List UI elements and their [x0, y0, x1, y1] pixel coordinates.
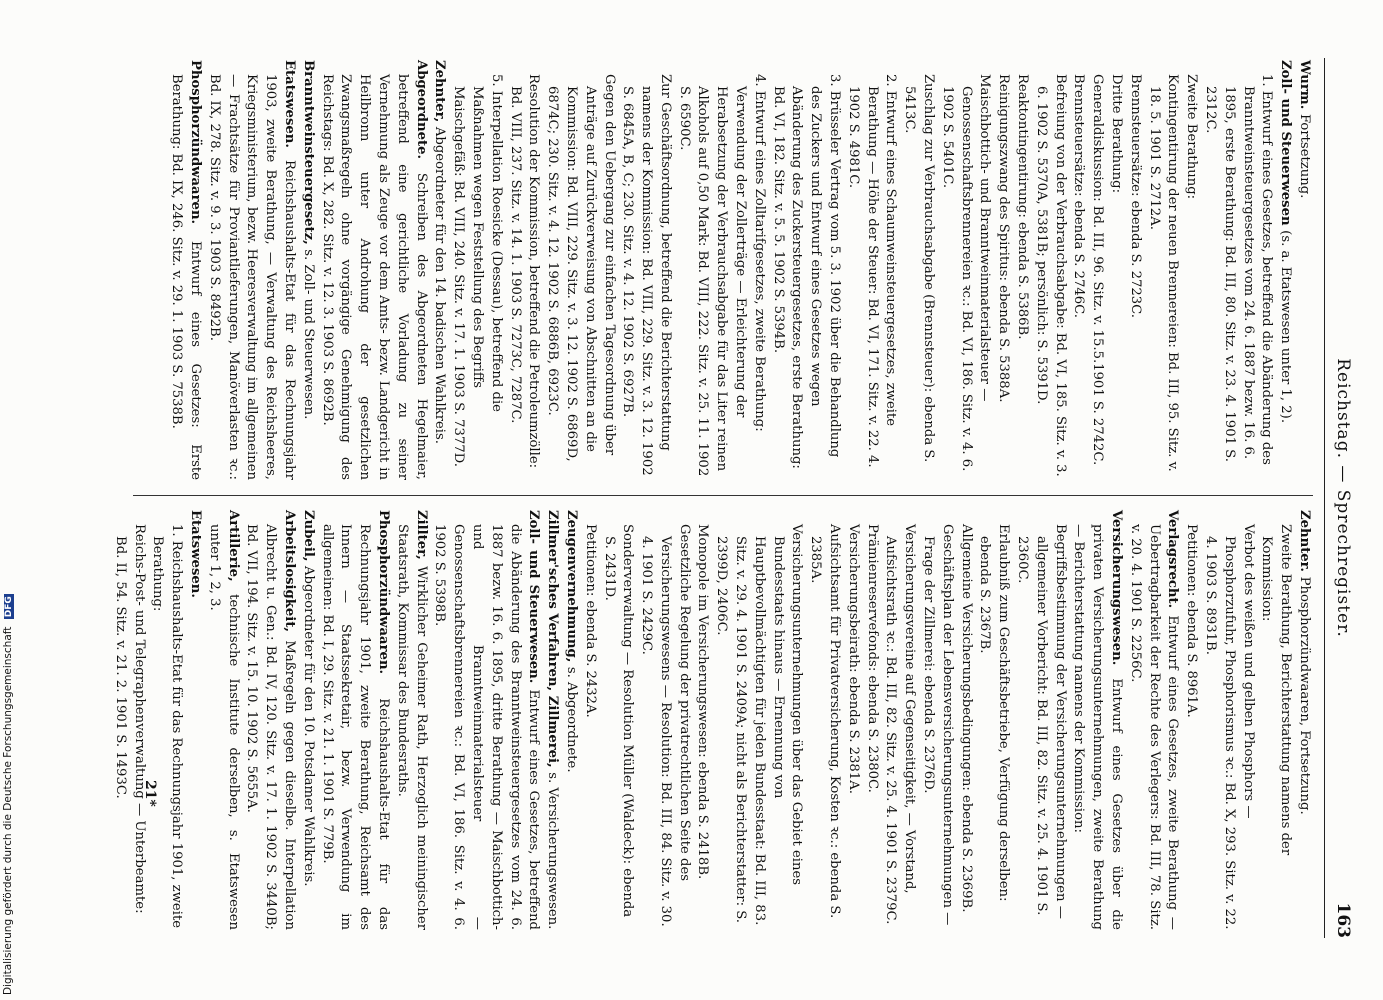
- entry-text: (s. a. Etatswesen unter 1, 2).: [1278, 230, 1294, 424]
- entry-text: Abgeordneter für den 14. badischen Wahlkreis.: [432, 126, 448, 444]
- index-entry: [148, 510, 186, 930]
- index-entry: [1012, 510, 1068, 930]
- entry-text: Petitionen: ebenda S. 8961A.: [1184, 524, 1200, 718]
- entry-heading: Phosphorzündwaaren.: [187, 60, 203, 242]
- entry-text: Phosphorzündwaaren, Fortsetzung.: [1297, 576, 1312, 815]
- index-entry: [937, 60, 993, 480]
- entry-text: Verbot des weißen und gelben Phosphors — Phosphorzufuhr, Phosphorismus ꝛc.: Bd. X, 293. Sitz. v. 22. 4. 1903 S. 8931B.: [1203, 524, 1256, 930]
- entry-text: Entwurf eines Gesetzes: Erste Berathung: Bd. IX, 246. Sitz. v. 29. 1. 1903 S. 7538B.: [169, 74, 203, 480]
- entry-text: Geschäftsplan der Lebensversicherungsunternehmungen — Frage der Zillmerei: ebenda S. 2376D.: [921, 524, 955, 926]
- left-column: [133, 60, 1313, 480]
- index-entry: [899, 60, 937, 480]
- entry-text: Kontingentirung der neuen Brennereien: Bd. III, 95. Sitz. v. 18. 5. 1901 S. 2712A.: [1146, 74, 1181, 472]
- index-entry: [1200, 60, 1275, 480]
- entry-text: Reaktontingentirung: ebenda S. 5386B.: [1015, 74, 1031, 340]
- index-entry: [185, 510, 204, 930]
- entry-text: Allgemeine Versicherungsbedingungen: ebenda S. 2369B.: [958, 524, 974, 913]
- entry-text: Zur Geschäftsordnung, betreffend die Berichterstattung namens der Kommission: Bd. VIII, 229. Sitz. v. 3. 12. 1902 S. 6845A, B, C; 230. Sitz. v. 4. 12. 1902 S. 6927B.: [620, 74, 673, 476]
- entry-heading: Abgeordnete.: [413, 60, 429, 173]
- entry-text: Entwurf eines Gesetzes, betreffend die Abänderung des Branntweinsteuergesetzes vom 24. 6. 1887 bezw. 16. 6. 1895, dritte Berathung — Maischbottich- und Branntweinmaterialsteuer — Genossenschaftsbrennereien ꝛc.: Bd. VI, 186. Sitz. v. 4. 6. 1902 S. 5398B.: [432, 524, 542, 930]
- entry-text: Zweite Berathung, Berichterstattung namens der Kommission:: [1259, 524, 1294, 856]
- entry-text: Fortsetzung.: [1297, 113, 1312, 199]
- index-entry: [1275, 60, 1294, 480]
- entry-text: 2. Entwurf eines Schaumweinsteuergesetzes, zweite Berathung — Höhe der Steuer: Bd. VI, 171. Sitz. v. 22. 4. 1902 S. 4981C.: [845, 74, 899, 468]
- index-entry: [1012, 60, 1031, 480]
- entry-text: Gesetzliche Regelung der privatrechtlichen Seite des Versicherungswesens — Resolution: Bd. III, 84. Sitz. v. 30. 4. 1901 S. 2429C.: [639, 524, 692, 927]
- index-entry: [204, 60, 298, 480]
- index-entry: [1031, 60, 1069, 480]
- entry-text: Zweite Berathung:: [1184, 74, 1200, 200]
- index-entry: [975, 510, 1013, 930]
- index-entry: [430, 60, 449, 480]
- entry-text: 1. Entwurf eines Gesetzes, betreffend die Abänderung des Branntweinsteuergesetzes vom 24. 6. 1887 bezw. 16. 6. 1895, erste Berathung: Bd. III, 80. Sitz. v. 23. 4. 1901 S. 2312C.: [1203, 74, 1275, 465]
- page-header: [1324, 58, 1353, 938]
- index-entry: [693, 510, 712, 930]
- entry-text: Brennsteuersätze: ebenda S. 2746C.: [1071, 74, 1087, 318]
- credit-strip: [0, 0, 14, 1000]
- entry-text: Maßregeln gegen dieselbe. Interpellation Albrecht u. Gen.: Bd. IV, 120. Sitz. v. 17. 1. 1902 S. 3440B; Bd. VII, 194. Sitz. v. 15. 10. 1902 S. 5655A.: [244, 524, 297, 930]
- index-entry: [1069, 510, 1125, 930]
- index-entry: [1294, 60, 1313, 480]
- index-entry: [317, 510, 392, 930]
- entry-text: Prämienreservefonds: ebenda S. 2380C.: [864, 524, 880, 793]
- entry-heading: Etatswesen.: [281, 60, 297, 160]
- index-entry: [918, 510, 956, 930]
- index-entry: [1106, 60, 1125, 480]
- index-entry: [298, 510, 317, 930]
- index-entry: [392, 510, 430, 930]
- index-entry: [674, 60, 768, 480]
- entry-text: Maischbottich- und Branntweinmaterialsteuer — Genossenschaftsbrennereien ꝛc.: Bd. VI, 186. Sitz. v. 4. 6. 1902 S. 5401C.: [939, 74, 993, 472]
- index-entry: [636, 510, 692, 930]
- entry-heading: Zoll- und Steuerwesen: [1278, 60, 1294, 231]
- entry-text: Sonderverwaltung — Resolution Müller (Waldeck): ebenda S. 2431D.: [601, 524, 636, 918]
- index-entry: [204, 510, 242, 930]
- page-number: 163: [1333, 902, 1353, 938]
- entry-heading: Zehnter,: [432, 60, 448, 127]
- entry-heading: Versicherungswesen.: [1109, 510, 1125, 679]
- entry-text: technische Institute derselben, s. Etatswesen unter 1, 2, 3.: [206, 524, 241, 930]
- index-entry: [580, 510, 599, 930]
- index-entry: [298, 60, 317, 480]
- entry-text: Entwurf eines Gesetzes über die privaten Versicherungsunternehmungen, zweite Berathung — Berichterstattung namens der Kommission:: [1071, 524, 1125, 930]
- right-column: [112, 510, 1313, 930]
- index-entry: [1125, 60, 1144, 480]
- entry-text: s. Zoll- und Steuerwesen.: [300, 249, 316, 420]
- index-entry: [1125, 510, 1181, 930]
- dfg-logo: DFG: [4, 596, 14, 618]
- entry-text: Reinigungszwang des Spiritus: ebenda S. 5388A.: [996, 74, 1012, 403]
- entry-heading: Branntweinsteuergesetz,: [300, 60, 316, 250]
- entry-text: Reichshaushalts-Etat für das Rechnungsjahr 1903, zweite Berathung, — Verwaltung des Reichsheeres, Kriegsministerium, bezw. Heeresverwaltung im allgemeinen — Frachtsätze für Proviantlieferungen, Manöverlasten ꝛc.: Bd. IX, 278. Sitz. v. 9. 3. 1903 S. 8492B.: [206, 74, 297, 480]
- entry-text: Versicherungsbeirath: ebenda S. 2381A.: [845, 524, 861, 794]
- entry-heading: Phosphorzündwaaren.: [375, 510, 391, 699]
- entry-text: Schreiben des Abgeordneten Hegelmaier, betreffend eine gerichtliche Vorladung zu seiner Vernehmung als Zeuge vor dem Amts- bezw. Landgericht in Heilbronn unter Androhung der gesetzlichen Zwangsmaßregeln ohne vorgängige Genehmigung des Reichstags: Bd. X, 282. Sitz. v. 12. 3. 1903 S. 8692B.: [319, 74, 429, 480]
- entry-text: Erlaubniß zum Geschäftsbetriebe, Verfügung derselben: ebenda S. 2367B.: [977, 524, 1012, 902]
- entry-text: Reichs-Post- und Telegraphenverwaltung — Unterbeamte: Bd. II, 54. Sitz. v. 21. 2. 1901 S. 1493C.: [112, 524, 147, 914]
- running-title: Reichstag. — Sprechregister.: [1333, 358, 1353, 638]
- entry-heading: Zehnter.: [1297, 510, 1312, 577]
- entry-heading: Arbeitslosigkeit,: [281, 510, 297, 641]
- entry-text: Begriffsbestimmung der Versicherungsunternehmungen — allgemeiner Vorbericht: Bd. III, 82. Sitz. v. 25. 4. 1901 S. 2360C.: [1015, 524, 1068, 919]
- index-entry: [843, 510, 862, 930]
- credit-text: Digitalisierung gefördert durch die Deutsche Forschungsgemeinschaft: [2, 626, 14, 995]
- index-entry: [1257, 510, 1295, 930]
- index-entry: [561, 510, 580, 930]
- entry-text: Wirklicher Geheimer Rath, Herzoglich meiningischer Staatsrath, Kommissar des Bundesraths.: [394, 524, 429, 930]
- index-entry: [166, 60, 204, 480]
- digitization-credit: [2, 5, 14, 995]
- column-divider: [133, 495, 1313, 496]
- entry-text: Abgeordneter für den 10. Potsdamer Wahlkreis.: [300, 566, 316, 887]
- index-entry: [1294, 510, 1313, 930]
- entry-heading: Artillerie,: [225, 510, 241, 595]
- index-entry: [1144, 60, 1182, 480]
- index-entry: [542, 510, 561, 930]
- entry-text: s. Versicherungswesen.: [545, 772, 561, 930]
- index-entry: [1181, 510, 1200, 930]
- index-entry: [862, 510, 881, 930]
- entry-text: Versicherungsunternehmungen über das Gebiet eines Bundesstaats hinaus — Ernennung von Hauptbevollmächtigten für jeden Bundesstaat: Bd. III, 83. Sitz. v. 29. 4. 1901 S. 2409A; nicht als Berichterstatter: S. 2399D, 2406C.: [714, 524, 805, 926]
- entry-heading: Verlagsrecht.: [1165, 510, 1181, 616]
- index-entry: [993, 60, 1012, 480]
- index-entry: [317, 60, 430, 480]
- index-entry: [1181, 60, 1200, 480]
- entry-text: Entwurf eines Gesetzes, zweite Berathung — Uebertragbarkeit der Rechte des Verlegers: Bd. III, 78. Sitz. v. 20. 4. 1901 S. 2256C.: [1127, 524, 1181, 930]
- entry-heading: Zoll- und Steuerwesen.: [526, 510, 542, 690]
- index-entry: [110, 510, 148, 930]
- entry-text: Brennsteuersätze: ebenda S. 2723C.: [1127, 74, 1143, 318]
- entry-heading: Zillter,: [413, 510, 429, 567]
- entry-heading: Etatswesen.: [187, 510, 203, 598]
- index-entry: [542, 60, 617, 480]
- entry-text: Generaldiskussion: Bd. III, 96. Sitz. v. 15.5.1901 S. 2742C.: [1090, 74, 1106, 466]
- entry-heading: Wurm.: [1297, 60, 1312, 114]
- index-entry: [1069, 60, 1088, 480]
- entry-text: Dritte Berathung:: [1109, 74, 1125, 194]
- entry-text: 1. Reichshaushalts-Etat für das Rechnungsjahr 1901, zweite Berathung:: [150, 524, 185, 929]
- entry-text: 4. Entwurf eines Zolltarifgesetzes, zweite Berathung: Verwendung der Zollerträge — Erleichterung der Herabsetzung der Verbrauchsabgabe für das Liter reinen Alkohols auf 0,50 Mark: Bd. VIII, 222. Sitz. v. 25. 11. 1902 S. 6590C.: [676, 74, 767, 477]
- entry-heading: Zillmer'sches Verfahren, Zillmerei,: [545, 510, 561, 773]
- index-entry: [618, 60, 674, 480]
- entry-text: 5. Interpellation Roesicke (Dessau), betreffend die Maßnahmen wegen Feststellung des Begriffs Maischgefäß: Bd. VIII, 240. Sitz. v. 17. 1. 1903 S. 7377D.: [451, 74, 504, 467]
- index-entry: [881, 510, 919, 930]
- entry-heading: Zeugenvernehmung,: [563, 510, 579, 667]
- entry-text: Zuschlag zur Verbrauchsabgabe (Brennsteuer): ebenda S. 5413C.: [902, 74, 937, 463]
- signature-mark: 21*: [142, 780, 158, 807]
- entry-text: Gegen den Uebergang zur einfachen Tagesordnung über Anträge auf Zurückverweisung von Abschnitten an die Kommission: Bd. VIII, 229. Sitz. v. 3. 12. 1902 S. 6869D, 6874C; 230. Sitz. v. 4. 12. 1902 S. 6886B, 6923C.: [545, 74, 617, 462]
- index-entry: [956, 510, 975, 930]
- entry-text: Versicherungsvereine auf Gegenseitigkeit, — Vorstand, Aufsichtsrath ꝛc.: Bd. III, 82. Sitz. v. 25. 4. 1901 S. 2379C.: [883, 524, 918, 925]
- index-entry: [712, 510, 806, 930]
- index-entry: [805, 510, 843, 930]
- entry-text: Reichshaushalts-Etat für das Rechnungsjahr 1901, zweite Berathung, Reichsamt des Innern — Staatssekretair, bezw. Verwendung im allgemeinen: Bd. I, 29. Sitz. v. 21. 1. 1901 S. 779B.: [319, 524, 391, 930]
- index-entry: [1087, 60, 1106, 480]
- index-entry: [1200, 510, 1256, 930]
- entry-text: Aufsichtsamt für Privatversicherung, Kosten ꝛc.: ebenda S. 2385A.: [808, 524, 843, 919]
- index-entry: [430, 510, 543, 930]
- index-entry: [768, 60, 843, 480]
- index-entry: [505, 60, 543, 480]
- entry-text: Petitionen: ebenda S. 2432A.: [582, 524, 598, 718]
- index-entry: [242, 510, 298, 930]
- index-entry: [599, 510, 637, 930]
- entry-text: Befreiung von der Verbrauchsabgabe: Bd. VI, 185. Sitz. v. 3. 6. 1902 S. 5370A, 5381B; persönlich: S. 5391D.: [1033, 74, 1068, 477]
- index-entry: [843, 60, 899, 480]
- entry-text: s. Abgeordnete.: [563, 666, 579, 773]
- entry-heading: Zubeil,: [300, 510, 316, 567]
- index-entry: [448, 60, 504, 480]
- entry-text: Monopole im Versicherungswesen: ebenda S. 2418B.: [695, 524, 711, 880]
- entry-text: Resolution der Kommission, betreffend die Petroleumzölle: Bd. VIII, 237. Sitz. v. 14. 1. 1903 S. 7273C, 7287C.: [507, 74, 542, 469]
- entry-text: 3. Brüsseler Vertrag vom 5. 3. 1902 über die Behandlung des Zuckers und Entwurf eines Gesetzes wegen Abänderung des Zuckersteuergesetzes, erste Berathung: Bd. VI, 182. Sitz. v. 5. 5. 1902 S. 5394B.: [770, 74, 843, 469]
